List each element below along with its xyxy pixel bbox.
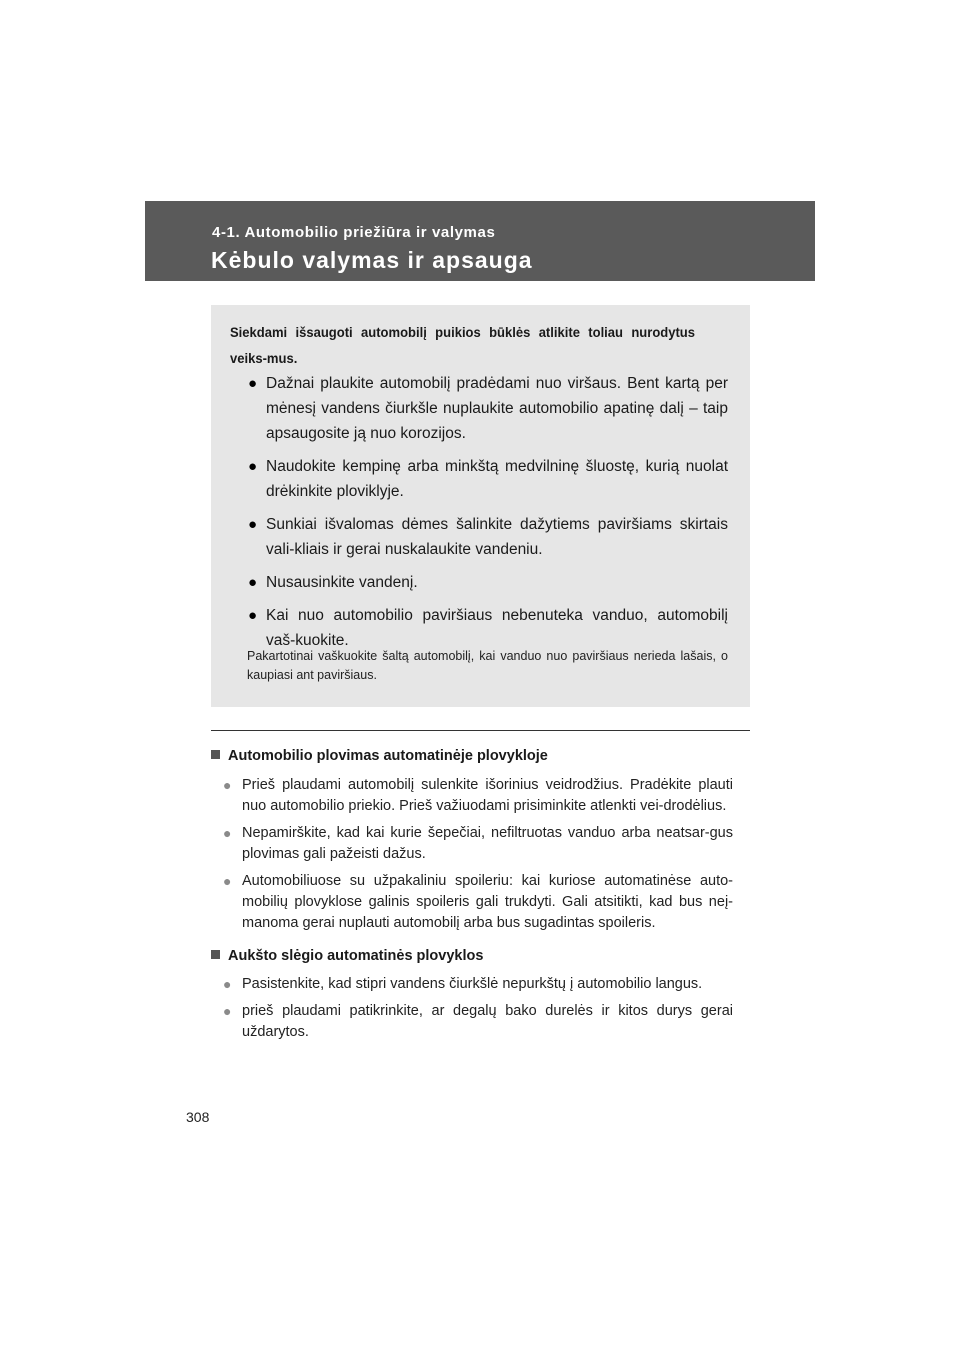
list-item-text: Pasistenkite, kad stipri vandens čiurkšlė nepurkštų į automobilio langus. — [242, 976, 703, 992]
list-item — [248, 570, 728, 595]
intro-list — [248, 371, 728, 661]
list-item — [223, 974, 733, 995]
sub-heading — [211, 948, 483, 964]
divider — [211, 730, 750, 731]
page-title: Kėbulo valymas ir apsauga — [211, 247, 533, 273]
bullet-icon: ● — [248, 574, 258, 591]
bullet-icon: ● — [223, 873, 232, 889]
bullet-icon: ● — [223, 825, 232, 841]
list-item-text: Dažnai plaukite automobilį pradėdami nuo viršaus. Bent kartą per mėnesį vandens čiurkšle nuplaukite automobilio apatinę dalį – taip apsaugosite ją nuo korozijos. — [266, 375, 728, 442]
page-number: 308 — [186, 1109, 210, 1125]
list-item-text: Nusausinkite vandenį. — [266, 574, 418, 591]
list-item-text: Prieš plaudami automobilį sulenkite išorinius veidrodžius. Pradėkite plauti nuo automobilio priekio. Prieš važiuodami prisiminkite atlenkti vei-drodėlius. — [242, 777, 733, 814]
list-item-text: Nepamirškite, kad kai kurie šepečiai, nefiltruotas vanduo arba neatsar-gus plovimas gali pažeisti dažus. — [242, 825, 733, 862]
section-list — [223, 775, 733, 940]
intro-lead: Siekdami išsaugoti automobilį puikios būklės atlikite toliau nurodytus veiks-mus. — [230, 324, 695, 366]
list-item — [223, 1001, 733, 1043]
sub-heading-text: Aukšto slėgio automatinės plovyklos — [228, 948, 484, 964]
list-item-text: Automobiliuose su užpakaliniu spoileriu: kai kuriose automatinėse auto-mobilių plovyklose galinis spoileris gali trukdyti. Gali atsitikti, kad bus neį-manoma gerai nuplauti automobilį arba bus sugadintas spoileris. — [242, 873, 733, 931]
list-item — [223, 823, 733, 865]
list-item — [248, 371, 728, 446]
list-item — [248, 512, 728, 562]
intro-note: Pakartotinai vaškuokite šaltą automobilį, kai vanduo nuo paviršiaus nerieda lašais, o kaupiasi ant paviršiaus. — [247, 649, 728, 682]
bullet-icon: ● — [248, 458, 258, 475]
bullet-icon: ● — [223, 777, 232, 793]
bullet-icon: ● — [223, 1003, 232, 1019]
list-item-text: prieš plaudami patikrinkite, ar degalų bako durelės ir kitos durys gerai uždarytos. — [242, 1003, 733, 1040]
square-bullet-icon — [211, 750, 220, 759]
section-list — [223, 974, 733, 1049]
list-item — [248, 603, 728, 653]
bullet-icon: ● — [248, 375, 258, 392]
bullet-icon: ● — [248, 516, 258, 533]
sub-heading-text: Automobilio plovimas automatinėje plovykloje — [228, 748, 548, 764]
square-bullet-icon — [211, 950, 220, 959]
list-item-text: Naudokite kempinę arba minkštą medvilninę šluostę, kurią nuolat drėkinkite ploviklyje. — [266, 458, 728, 500]
list-item — [223, 871, 733, 934]
list-item-text: Sunkiai išvalomas dėmes šalinkite dažytiems paviršiams skirtais vali-kliais ir gerai nuskalaukite vandeniu. — [266, 516, 728, 558]
intro-box — [211, 305, 750, 707]
bullet-icon: ● — [223, 976, 232, 992]
section-label: 4-1. Automobilio priežiūra ir valymas — [212, 224, 496, 241]
list-item — [248, 454, 728, 504]
list-item-text: Kai nuo automobilio paviršiaus nebenuteka vanduo, automobilį vaš-kuokite. — [266, 607, 728, 649]
sub-heading — [211, 748, 548, 764]
list-item — [223, 775, 733, 817]
bullet-icon: ● — [248, 607, 258, 624]
chapter-header — [145, 201, 815, 281]
